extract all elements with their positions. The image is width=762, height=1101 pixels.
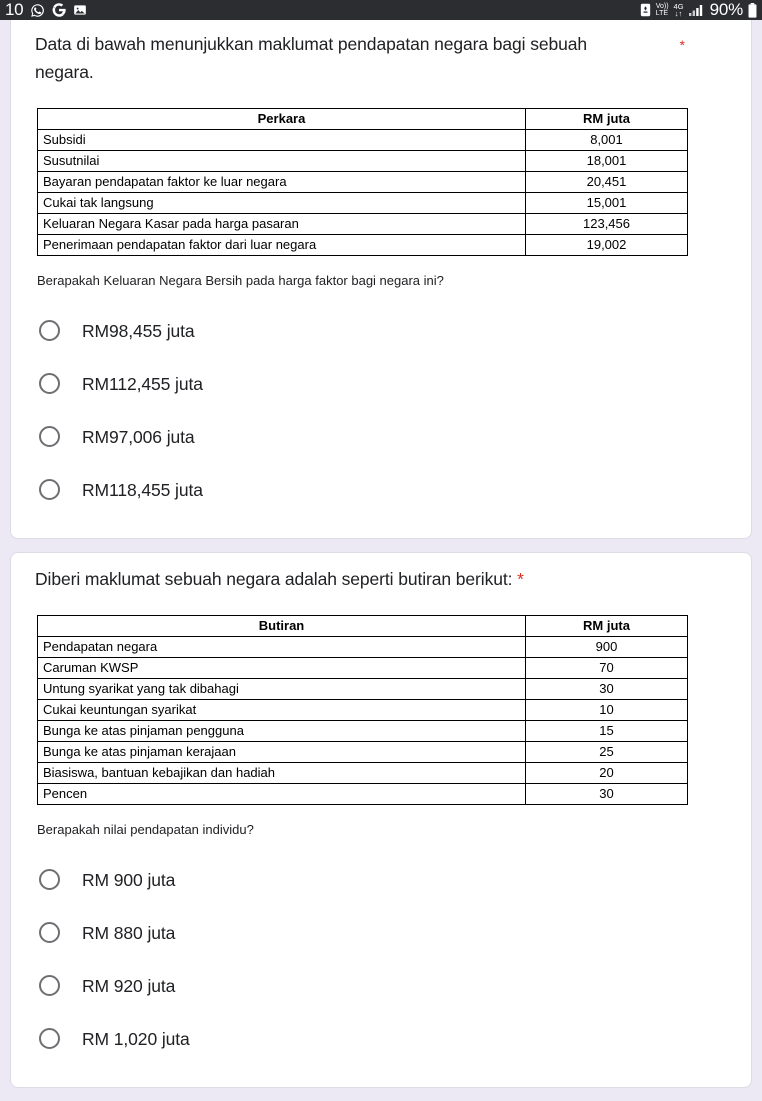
table-row [38,172,688,193]
data-table-2 [37,615,688,805]
option-label: RM 920 juta [82,975,176,996]
question-card-2 [10,552,752,1088]
table-header-cell: RM juta [526,109,688,130]
option-label: RM98,455 juta [82,320,195,341]
option-label: RM 900 juta [82,869,176,890]
volte-indicator [656,3,669,17]
table-header-cell: Perkara [38,109,526,130]
battery-icon [748,3,757,18]
table-row [38,637,688,658]
table-row [38,763,688,784]
question-card-1 [10,20,752,539]
table-cell-item: Subsidi [38,130,526,151]
table-cell-value: 8,001 [526,130,688,151]
table-cell-value: 25 [526,742,688,763]
table-row [38,235,688,256]
table-header-row [38,616,688,637]
network-type-label: 4G [673,2,684,11]
question-1-subtext: Berapakah Keluaran Negara Bersih pada harga faktor bagi negara ini? [37,273,444,288]
question-2-subtext: Berapakah nilai pendapatan individu? [37,822,254,837]
option-row[interactable] [35,959,727,1012]
table-cell-item: Caruman KWSP [38,658,526,679]
data-table-1 [37,108,688,256]
gallery-icon [73,3,87,17]
android-status-bar [0,0,762,20]
table-cell-item: Keluaran Negara Kasar pada harga pasaran [38,214,526,235]
table-header-row [38,109,688,130]
radio-button-icon[interactable] [39,373,60,394]
option-label: RM97,006 juta [82,426,195,447]
table-cell-value: 15 [526,721,688,742]
table-cell-item: Pencen [38,784,526,805]
question-2-table-image [35,615,727,805]
data-transfer-arrows-icon: ↓↑ [674,9,683,18]
option-row[interactable] [35,463,727,516]
status-bar-right-group [640,0,757,20]
signal-bars-icon [689,4,703,16]
table-row [38,679,688,700]
form-body [0,20,762,1101]
radio-button-icon[interactable] [39,922,60,943]
battery-percent-label: 90% [709,0,743,19]
notification-count: 10 [5,0,24,19]
question-2-header [35,565,727,593]
radio-button-icon[interactable] [39,869,60,890]
table-cell-value: 20,451 [526,172,688,193]
table-cell-value: 30 [526,679,688,700]
table-cell-value: 30 [526,784,688,805]
radio-button-icon[interactable] [39,320,60,341]
table-cell-value: 900 [526,637,688,658]
table-cell-value: 20 [526,763,688,784]
radio-button-icon[interactable] [39,479,60,500]
table-cell-item: Cukai keuntungan syarikat [38,700,526,721]
table-cell-item: Untung syarikat yang tak dibahagi [38,679,526,700]
option-label: RM118,455 juta [82,479,203,500]
table-cell-item: Susutnilai [38,151,526,172]
status-bar-left-group [5,0,87,20]
required-marker-1: * [679,37,685,53]
question-1-table-image [35,108,727,256]
table-row [38,130,688,151]
option-label: RM 880 juta [82,922,176,943]
table-row [38,784,688,805]
radio-button-icon[interactable] [39,975,60,996]
option-row[interactable] [35,906,727,959]
table-row [38,742,688,763]
option-row[interactable] [35,304,727,357]
table-cell-item: Cukai tak langsung [38,193,526,214]
question-2-options [35,853,727,1065]
table-row [38,658,688,679]
table-header-cell: RM juta [526,616,688,637]
table-row [38,193,688,214]
table-row [38,214,688,235]
table-header-cell: Butiran [38,616,526,637]
question-1-header [35,30,727,86]
table-cell-value: 18,001 [526,151,688,172]
table-row [38,721,688,742]
google-icon [52,3,66,17]
table-cell-item: Bayaran pendapatan faktor ke luar negara [38,172,526,193]
option-label: RM112,455 juta [82,373,203,394]
whatsapp-icon [30,3,45,18]
option-row[interactable] [35,357,727,410]
question-2-title [35,565,524,593]
table-cell-item: Biasiswa, bantuan kebajikan dan hadiah [38,763,526,784]
table-cell-item: Bunga ke atas pinjaman kerajaan [38,742,526,763]
table-row [38,151,688,172]
table-cell-value: 123,456 [526,214,688,235]
battery-saver-icon [640,3,651,17]
question-1-options [35,304,727,516]
table-cell-value: 15,001 [526,193,688,214]
table-cell-item: Bunga ke atas pinjaman pengguna [38,721,526,742]
radio-button-icon[interactable] [39,1028,60,1049]
radio-button-icon[interactable] [39,426,60,447]
option-row[interactable] [35,853,727,906]
question-1-title: Data di bawah menunjukkan maklumat pendapatan negara bagi sebuah negara. [35,34,588,82]
table-cell-item: Pendapatan negara [38,637,526,658]
volte-top-label: Vo)) [655,3,669,10]
option-row[interactable] [35,410,727,463]
volte-bottom-label: LTE [655,10,669,17]
question-2-title-text: Diberi maklumat sebuah negara adalah seperti butiran berikut: [35,569,513,589]
table-cell-value: 10 [526,700,688,721]
option-label: RM 1,020 juta [82,1028,190,1049]
table-cell-value: 19,002 [526,235,688,256]
table-cell-value: 70 [526,658,688,679]
option-row[interactable] [35,1012,727,1065]
network-indicator [674,3,684,17]
table-cell-item: Penerimaan pendapatan faktor dari luar negara [38,235,526,256]
table-row [38,700,688,721]
required-marker-2: * [517,569,524,589]
